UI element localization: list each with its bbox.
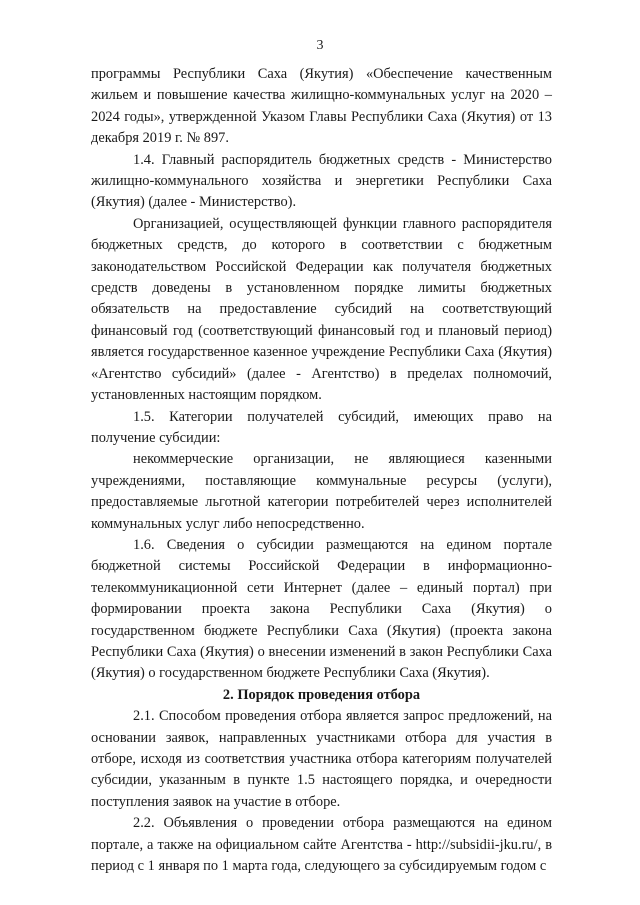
document-body (91, 64, 552, 877)
paragraph-recipients: некоммерческие организации, не являющиеся казенными учреждениями, поставляющие коммунальные ресурсы (услуги), предоставляемые льготной категории потребителей через исполнителей коммунальных услуг либо непосредственно. (91, 451, 552, 532)
paragraph-2-2: 2.2. Объявления о проведении отбора размещаются на едином портале, а также на официальном сайте Агентства - http://subsidii-jku.ru/, в период с 1 января по 1 марта года, следующего за субсидируемым годом с (91, 815, 552, 875)
paragraph-1-5: 1.5. Категории получателей субсидий, имеющих право на получение субсидии: (91, 408, 552, 446)
paragraph-continuation: программы Республики Саха (Якутия) «Обеспечение качественным жильем и повышение качества жилищно-коммунальных услуг на 2020 – 2024 годы», утвержденной Указом Главы Республики Саха (Якутия) от 13 декабря 2019 г. № 897. (91, 66, 552, 147)
paragraph-2-1: 2.1. Способом проведения отбора является запрос предложений, на основании заявок, направленных участниками отбора для участия в отборе, исходя из соответствия участника отбора категориям получателей субсидии, указанным в пункте 1.5 настоящего порядка, и очередности поступления заявок на участие в отборе. (91, 708, 552, 810)
paragraph-organization: Организацией, осуществляющей функции главного распорядителя бюджетных средств, до которого в соответствии с бюджетным законодательством Российской Федерации как получателя бюджетных средств доведены в установленном порядке лимиты бюджетных обязательств на предоставление субсидий на соответствующий финансовый год (соответствующий финансовый год и плановый период) является государственное казенное учреждение Республики Саха (Якутия) «Агентство субсидий» (далее - Агентство) в пределах полномочий, установленных настоящим порядком. (91, 215, 552, 404)
section-title: 2. Порядок проведения отбора (222, 686, 421, 703)
paragraph-1-6: 1.6. Сведения о субсидии размещаются на едином портале бюджетной системы Российской Федерации в информационно-телекоммуникационной сети Интернет (далее – единый портал) при формировании проекта закона Республики Саха (Якутия) о государственном бюджете Республики Саха (Якутия) (проекта закона Республики Саха (Якутия) о внесении изменений в закон Республики Саха (Якутия) о государственном бюджете Республики Саха (Якутия). (91, 536, 552, 682)
paragraph-1-4: 1.4. Главный распорядитель бюджетных средств - Министерство жилищно-коммунального хозяйства и энергетики Республики Саха (Якутия) (далее - Министерство). (91, 151, 552, 211)
page-number: 3 (316, 38, 324, 53)
